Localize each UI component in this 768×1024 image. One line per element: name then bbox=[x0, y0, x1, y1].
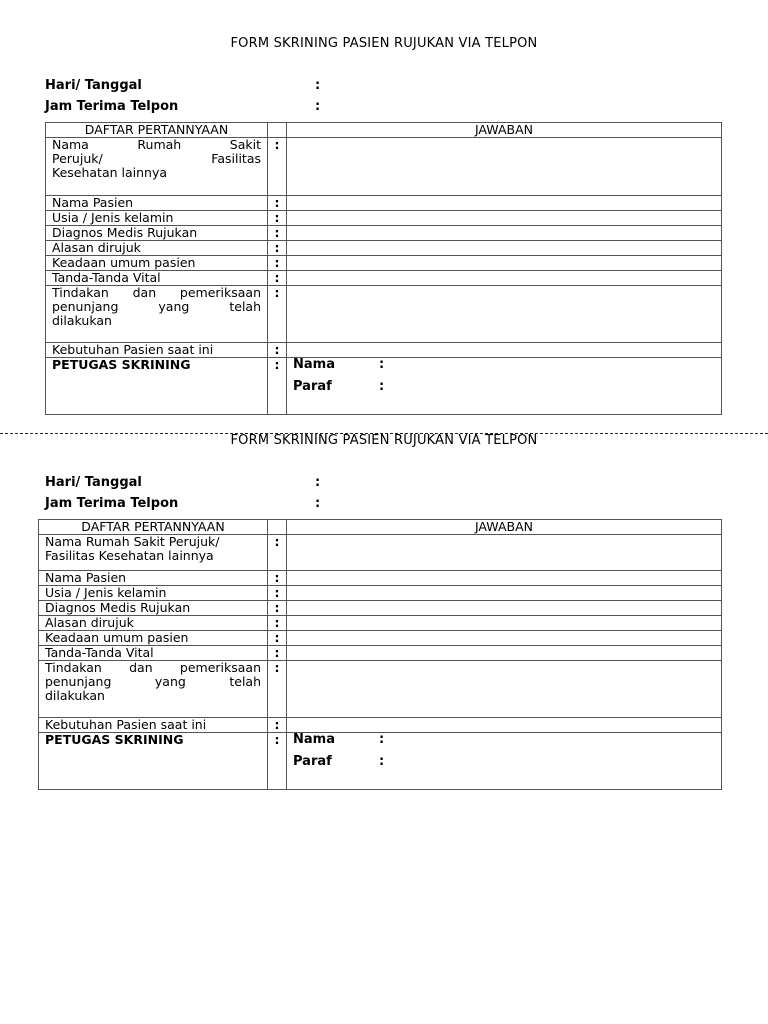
table-row: Tanda-Tanda Vital : bbox=[46, 271, 722, 286]
column-header-answer: JAWABAN bbox=[287, 123, 722, 138]
petugas-skrining-label: PETUGAS SKRINING bbox=[39, 733, 268, 790]
hari-tanggal-label: Hari/ Tanggal bbox=[45, 78, 142, 93]
table-row: Tanda-Tanda Vital : bbox=[39, 646, 722, 661]
table-row: Tindakan dan pemeriksaan penunjang yang telah dilakukan : bbox=[39, 661, 722, 718]
table-row: Diagnos Medis Rujukan : bbox=[39, 601, 722, 616]
nama-label: Nama bbox=[293, 357, 335, 372]
table-row: Usia / Jenis kelamin : bbox=[46, 211, 722, 226]
table-row: Kebutuhan Pasien saat ini : bbox=[46, 343, 722, 358]
question-usia: Usia / Jenis kelamin bbox=[39, 586, 268, 601]
question-tindakan: Tindakan dan pemeriksaan penunjang yang telah dilakukan bbox=[39, 661, 268, 718]
answer-alasan[interactable] bbox=[287, 616, 722, 631]
column-header-answer: JAWABAN bbox=[287, 520, 722, 535]
paraf-label: Paraf bbox=[293, 379, 332, 394]
answer-diagnos[interactable] bbox=[287, 601, 722, 616]
question-rumah-sakit: Nama Rumah Sakit Perujuk/ Fasilitas Kesehatan lainnya bbox=[46, 138, 268, 196]
jam-terima-telpon-label: Jam Terima Telpon bbox=[45, 99, 179, 114]
question-tanda-vital: Tanda-Tanda Vital bbox=[46, 271, 268, 286]
form-title: FORM SKRINING PASIEN RUJUKAN VIA TELPON bbox=[230, 36, 538, 51]
answer-nama-pasien[interactable] bbox=[287, 196, 722, 211]
answer-rumah-sakit[interactable] bbox=[287, 535, 722, 571]
question-diagnos: Diagnos Medis Rujukan bbox=[46, 226, 268, 241]
hari-tanggal-colon: : bbox=[315, 475, 321, 490]
question-diagnos: Diagnos Medis Rujukan bbox=[39, 601, 268, 616]
question-usia: Usia / Jenis kelamin bbox=[46, 211, 268, 226]
question-alasan: Alasan dirujuk bbox=[39, 616, 268, 631]
question-keadaan: Keadaan umum pasien bbox=[39, 631, 268, 646]
answer-usia[interactable] bbox=[287, 211, 722, 226]
table-row: Nama Rumah Sakit Perujuk/ Fasilitas Kesehatan lainnya : bbox=[39, 535, 722, 571]
answer-rumah-sakit[interactable] bbox=[287, 138, 722, 196]
table-row: Usia / Jenis kelamin : bbox=[39, 586, 722, 601]
question-kebutuhan: Kebutuhan Pasien saat ini bbox=[39, 718, 268, 733]
table-row: Alasan dirujuk : bbox=[39, 616, 722, 631]
table-row: Nama Pasien : bbox=[39, 571, 722, 586]
paraf-line: Paraf : bbox=[293, 379, 385, 394]
table-row: Tindakan dan pemeriksaan penunjang yang telah dilakukan : bbox=[46, 286, 722, 343]
jam-terima-telpon-colon: : bbox=[315, 99, 321, 114]
question-tanda-vital: Tanda-Tanda Vital bbox=[39, 646, 268, 661]
petugas-signature-cell bbox=[287, 733, 722, 790]
table-row: Kebutuhan Pasien saat ini : bbox=[39, 718, 722, 733]
answer-keadaan[interactable] bbox=[287, 631, 722, 646]
answer-keadaan[interactable] bbox=[287, 256, 722, 271]
column-header-question: DAFTAR PERTANNYAAN bbox=[39, 520, 268, 535]
paraf-line: Paraf : bbox=[293, 754, 385, 769]
answer-tanda-vital[interactable] bbox=[287, 271, 722, 286]
table-row: Diagnos Medis Rujukan : bbox=[46, 226, 722, 241]
table-header-row bbox=[39, 520, 722, 535]
question-nama-pasien: Nama Pasien bbox=[39, 571, 268, 586]
jam-terima-telpon-label: Jam Terima Telpon bbox=[45, 496, 179, 511]
hari-tanggal-colon: : bbox=[315, 78, 321, 93]
nama-line: Nama : bbox=[293, 732, 385, 747]
answer-tindakan[interactable] bbox=[287, 286, 722, 343]
column-header-question: DAFTAR PERTANNYAAN bbox=[46, 123, 268, 138]
question-nama-pasien: Nama Pasien bbox=[46, 196, 268, 211]
question-rumah-sakit: Nama Rumah Sakit Perujuk/ Fasilitas Kesehatan lainnya bbox=[39, 535, 268, 571]
table-header-row bbox=[46, 123, 722, 138]
answer-usia[interactable] bbox=[287, 586, 722, 601]
paraf-label: Paraf bbox=[293, 754, 332, 769]
hari-tanggal-label: Hari/ Tanggal bbox=[45, 475, 142, 490]
answer-tindakan[interactable] bbox=[287, 661, 722, 718]
question-alasan: Alasan dirujuk bbox=[46, 241, 268, 256]
table-row: Nama Pasien : bbox=[46, 196, 722, 211]
answer-nama-pasien[interactable] bbox=[287, 571, 722, 586]
nama-line: Nama : bbox=[293, 357, 385, 372]
answer-diagnos[interactable] bbox=[287, 226, 722, 241]
question-keadaan: Keadaan umum pasien bbox=[46, 256, 268, 271]
nama-label: Nama bbox=[293, 732, 335, 747]
table-row: Keadaan umum pasien : bbox=[46, 256, 722, 271]
answer-tanda-vital[interactable] bbox=[287, 646, 722, 661]
petugas-signature-cell bbox=[287, 358, 722, 415]
table-row: Alasan dirujuk : bbox=[46, 241, 722, 256]
question-kebutuhan: Kebutuhan Pasien saat ini bbox=[46, 343, 268, 358]
table-row: Keadaan umum pasien : bbox=[39, 631, 722, 646]
screening-table bbox=[38, 519, 722, 790]
table-row: PETUGAS SKRINING : Nama : Paraf : bbox=[39, 733, 722, 790]
answer-alasan[interactable] bbox=[287, 241, 722, 256]
table-row: Nama Rumah Sakit Perujuk/ Fasilitas Kesehatan lainnya : bbox=[46, 138, 722, 196]
screening-table bbox=[45, 122, 722, 415]
table-row: PETUGAS SKRINING : Nama : Paraf : bbox=[46, 358, 722, 415]
jam-terima-telpon-colon: : bbox=[315, 496, 321, 511]
form-title: FORM SKRINING PASIEN RUJUKAN VIA TELPON bbox=[230, 433, 538, 448]
question-tindakan: Tindakan dan pemeriksaan penunjang yang telah dilakukan bbox=[46, 286, 268, 343]
petugas-skrining-label: PETUGAS SKRINING bbox=[46, 358, 268, 415]
